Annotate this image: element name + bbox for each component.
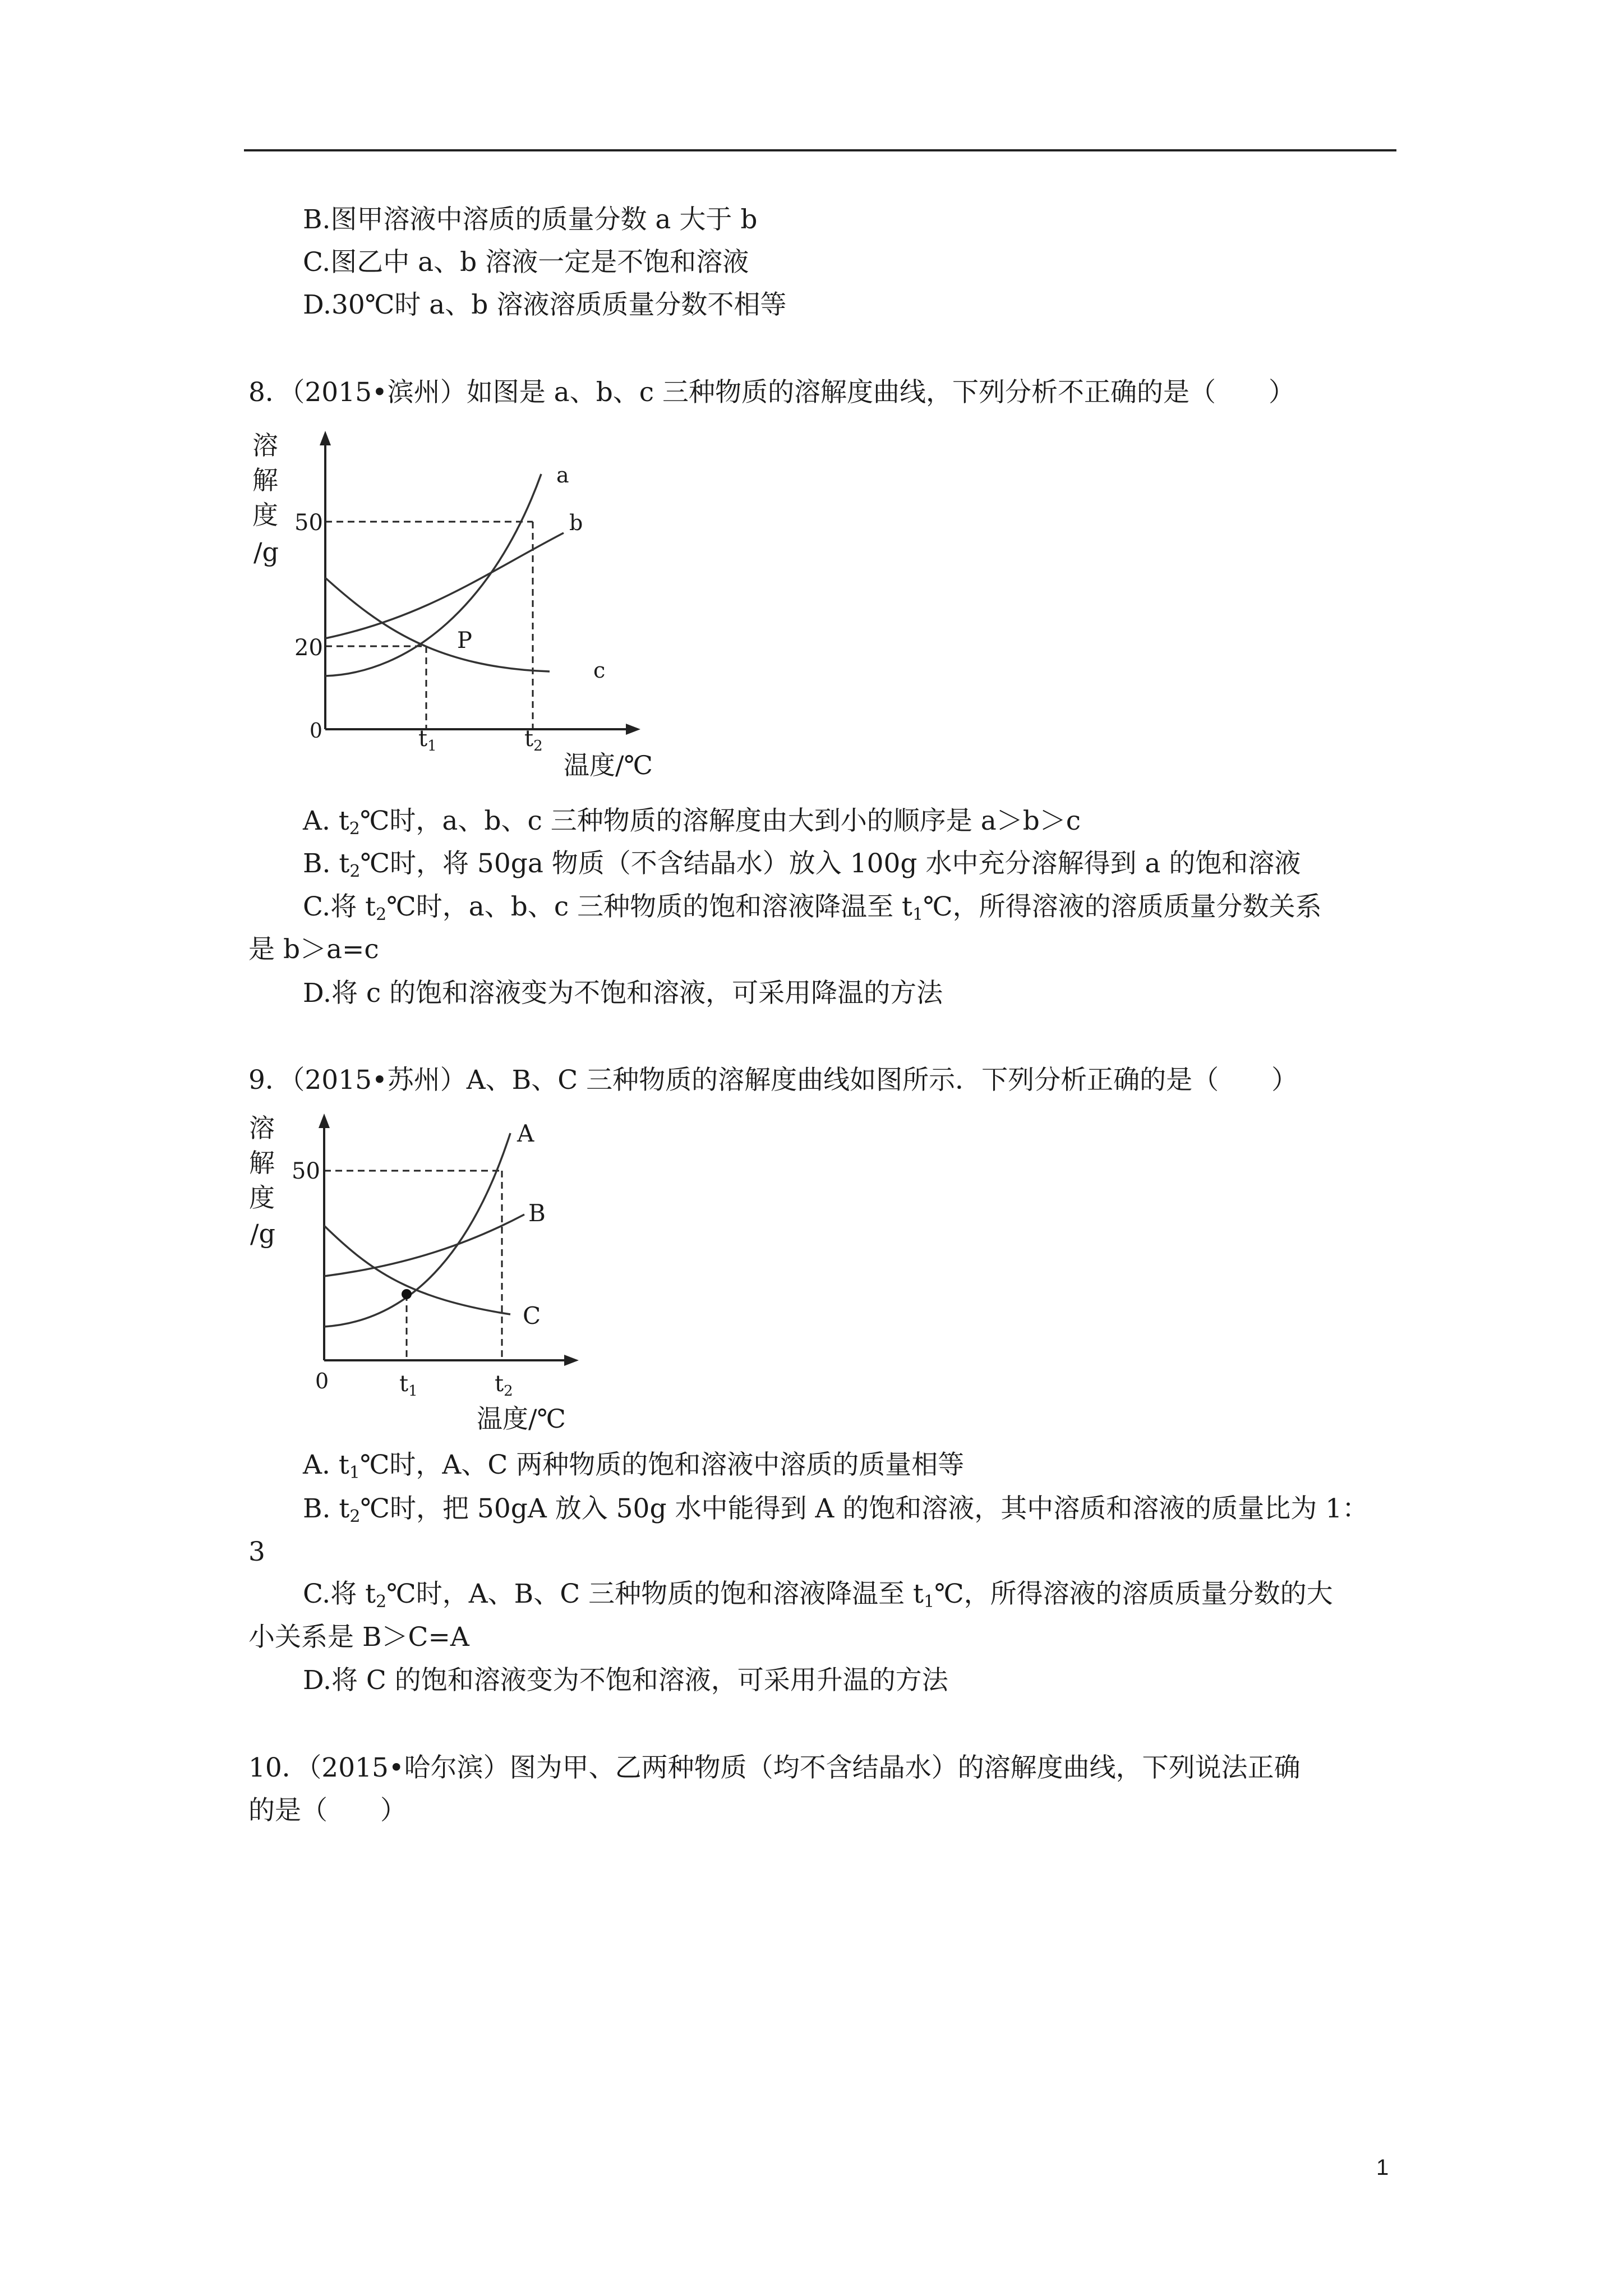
q8-label-c: c [593, 658, 606, 683]
q8-stem: 8．（2015•滨州）如图是 a、b、c 三种物质的溶解度曲线，下列分析不正确的是（ ） [248, 377, 1295, 408]
q8-ylabel-3: 度 [252, 500, 278, 530]
q9-xtick-t2: $t_2$ [495, 1371, 513, 1400]
q9-curve-c [324, 1226, 510, 1314]
q7-option-d: D.30℃时 a、b 溶液溶质质量分数不相等 [303, 289, 787, 320]
q8-option-d: D.将 c 的饱和溶液变为不饱和溶液，可采用降温的方法 [303, 978, 943, 1009]
q9-ytick-50: 50 [292, 1158, 320, 1184]
q10-stem-line2: 的是（ ） [248, 1795, 407, 1826]
q8-curve-b [325, 533, 564, 638]
q8-label-p: P [457, 628, 472, 654]
q9-origin: 0 [315, 1369, 329, 1393]
q9-solubility-figure [241, 1108, 600, 1444]
q9-xlabel: 温度/℃ [477, 1404, 566, 1434]
q8-label-b: b [569, 510, 583, 535]
q9-y-axis-arrow [319, 1114, 330, 1128]
q9-xtick-t1: $t_1$ [399, 1371, 418, 1400]
q8-xlabel: 温度/℃ [564, 750, 653, 780]
q8-ylabel-1: 溶 [252, 430, 278, 461]
q9-ylabel-2: 解 [249, 1148, 275, 1178]
q7-option-b: B.图甲溶液中溶质的质量分数 a 大于 b [303, 204, 758, 235]
q9-label-b: B [528, 1199, 546, 1227]
q8-xtick-t2: $t_2$ [524, 726, 543, 754]
q9-option-c-line1: C.将 $t_2℃$时，A、B、C 三种物质的饱和溶液降温至 $t_1℃$，所得溶液的溶质质量分数的大 [303, 1579, 1333, 1612]
q8-ytick-20: 20 [294, 635, 323, 661]
q9-label-c: C [523, 1302, 541, 1329]
header-rule [244, 149, 1396, 151]
q9-x-axis-arrow [564, 1355, 579, 1366]
page-number: 1 [1376, 2155, 1389, 2180]
q8-xtick-t1: $t_1$ [418, 726, 437, 754]
q8-ylabel-4: /g [253, 537, 279, 567]
q9-curve-a [324, 1133, 510, 1327]
q8-option-c-line1: C.将 $t_2℃$时，a、b、c 三种物质的饱和溶液降温至 $t_1℃$，所得溶液的溶质质量分数关系 [303, 891, 1322, 924]
q8-origin: 0 [310, 720, 322, 743]
q8-curve-c [325, 578, 550, 671]
q9-ylabel-1: 溶 [249, 1113, 275, 1143]
q8-solubility-figure [241, 426, 667, 791]
q9-intersection-point [402, 1289, 412, 1299]
q9-curve-b [324, 1214, 524, 1276]
q8-option-a: A. $t_2℃$时，a、b、c 三种物质的溶解度由大到小的顺序是 a＞b＞c [303, 806, 1081, 839]
q8-x-axis-arrow [626, 724, 640, 735]
q9-option-b-line1: B. $t_2℃$时，把 50gA 放入 50g 水中能得到 A 的饱和溶液，其中溶质和溶液的质量比为 1： [303, 1493, 1369, 1526]
q9-option-d: D.将 C 的饱和溶液变为不饱和溶液，可采用升温的方法 [303, 1665, 948, 1696]
q9-ylabel-3: 度 [249, 1182, 275, 1213]
q9-option-b-line2: 3 [248, 1536, 265, 1567]
q7-option-c: C.图乙中 a、b 溶液一定是不饱和溶液 [303, 247, 749, 278]
q10-stem-line1: 10．（2015•哈尔滨）图为甲、乙两种物质（均不含结晶水）的溶解度曲线，下列说法正确 [248, 1752, 1301, 1783]
q8-curve-a [325, 474, 541, 676]
q9-label-a: A [517, 1120, 534, 1147]
q9-ylabel-4: /g [250, 1218, 275, 1249]
q9-option-a: A. $t_1℃$时，A、C 两种物质的饱和溶液中溶质的质量相等 [303, 1450, 965, 1483]
q8-label-a: a [556, 463, 569, 487]
q9-option-c-line2: 小关系是 B＞C=A [248, 1622, 469, 1653]
q9-stem: 9．（2015•苏州）A、B、C 三种物质的溶解度曲线如图所示．下列分析正确的是（ ） [248, 1065, 1298, 1096]
q8-ylabel-2: 解 [252, 465, 278, 495]
q8-y-axis-arrow [320, 431, 331, 445]
q8-option-b: B. $t_2℃$时，将 50ga 物质（不含结晶水）放入 100g 水中充分溶解得到 a 的饱和溶液 [303, 848, 1301, 881]
q8-option-c-line2: 是 b＞a=c [248, 934, 379, 965]
q8-ytick-50: 50 [294, 510, 323, 536]
